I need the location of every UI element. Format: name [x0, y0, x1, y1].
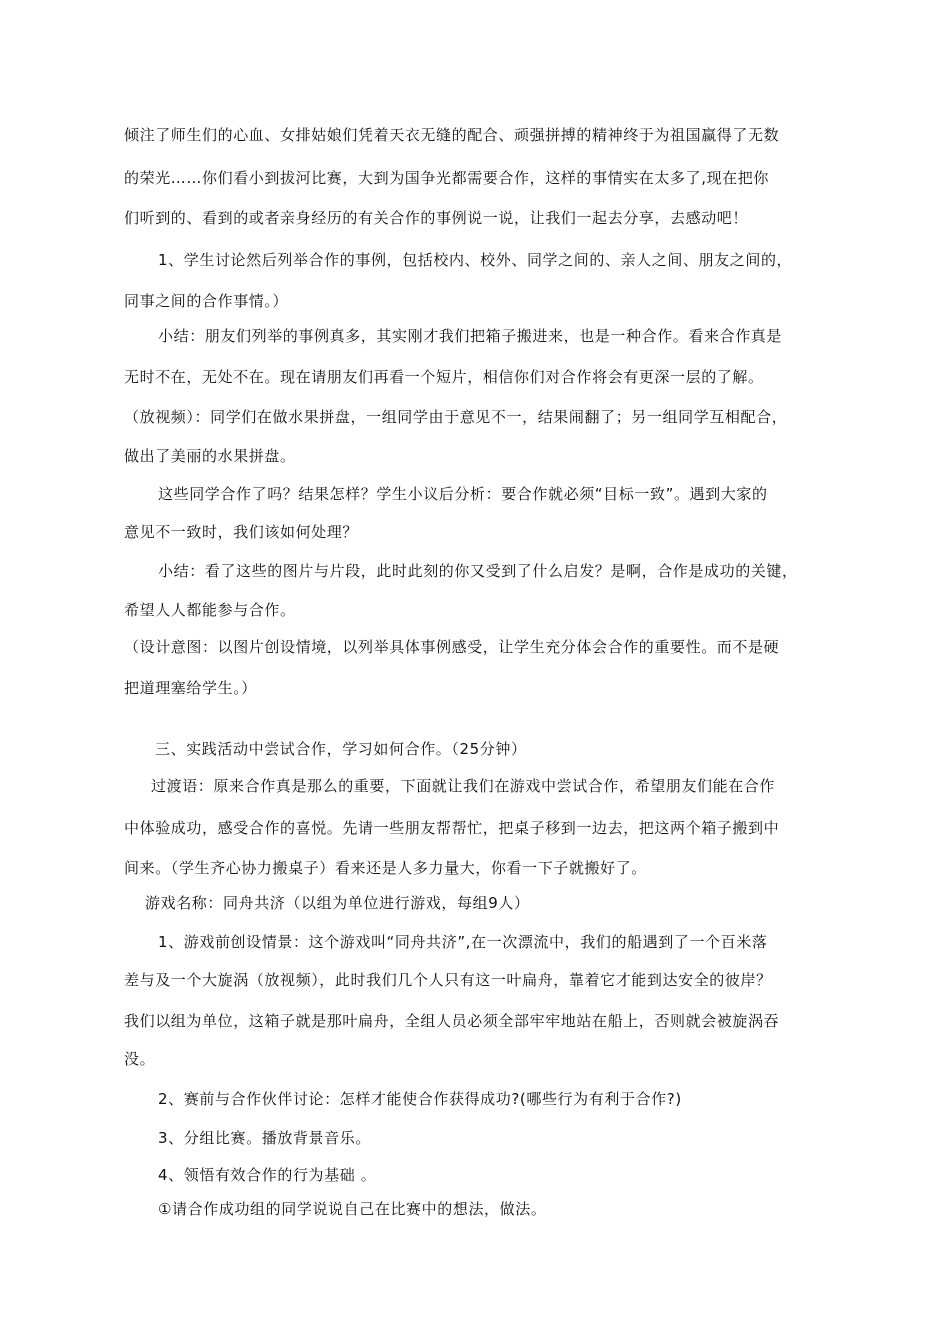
text-line: 倾注了师生们的心血、女排姑娘们凭着天衣无缝的配合、顽强拼搏的精神终于为祖国赢得了无数: [124, 126, 780, 144]
text-line: （设计意图：以图片创设情境，以列举具体事例感受，让学生充分体会合作的重要性。而不是硬: [124, 638, 780, 656]
section-heading: 三、实践活动中尝试合作，学习如何合作。（25分钟）: [155, 740, 527, 758]
text-line: ①请合作成功组的同学说说自己在比赛中的想法，做法。: [158, 1200, 547, 1218]
text-line: 差与及一个大旋涡（放视频），此时我们几个人只有这一叶扁舟，靠着它才能到达安全的彼岸？: [124, 971, 772, 989]
text-line: 希望人人都能参与合作。: [124, 601, 296, 619]
text-line: 中体验成功，感受合作的喜悦。先请一些朋友帮帮忙，把桌子移到一边去，把这两个箱子搬到中: [124, 819, 780, 837]
text-line: 没。: [124, 1050, 156, 1068]
text-line: 的荣光……你们看小到拔河比赛，大到为国争光都需要合作，这样的事情实在太多了,现在把你: [124, 169, 769, 187]
text-line: （放视频）：同学们在做水果拼盘，一组同学由于意见不一，结果闹翻了；另一组同学互相配合，: [124, 408, 788, 426]
text-line: 1、游戏前创设情景：这个游戏叫“同舟共济”,在一次漂流中，我们的船遇到了一个百米落: [158, 933, 768, 951]
text-line: 小结：朋友们列举的事例真多，其实刚才我们把箱子搬进来，也是一种合作。看来合作真是: [158, 327, 783, 345]
text-line: 1、学生讨论然后列举合作的事例，包括校内、校外、同学之间的、亲人之间、朋友之间的，: [158, 251, 793, 269]
text-line: 游戏名称：同舟共济（以组为单位进行游戏，每组9人）: [145, 894, 530, 912]
text-line: 过渡语：原来合作真是那么的重要，下面就让我们在游戏中尝试合作，希望朋友们能在合作: [151, 777, 776, 795]
text-line: 间来。（学生齐心协力搬桌子）看来还是人多力量大，你看一下子就搬好了。: [124, 859, 647, 877]
text-line: 4、领悟有效合作的行为基础 。: [158, 1166, 377, 1184]
text-line: 2、赛前与合作伙伴讨论：怎样才能使合作获得成功?(哪些行为有利于合作?): [158, 1090, 682, 1108]
text-line: 无时不在，无处不在。现在请朋友们再看一个短片，相信你们对合作将会有更深一层的了解。: [124, 368, 764, 386]
text-line: 小结：看了这些的图片与片段，此时此刻的你又受到了什么启发？是啊，合作是成功的关键，: [158, 562, 798, 580]
text-line: 这些同学合作了吗？结果怎样？学生小议后分析：要合作就必须“目标一致”。遇到大家的: [158, 485, 768, 503]
text-line: 同事之间的合作事情。）: [124, 292, 289, 310]
text-line: 做出了美丽的水果拼盘。: [124, 447, 296, 465]
text-line: 们听到的、看到的或者亲身经历的有关合作的事例说一说，让我们一起去分享，去感动吧！: [124, 209, 749, 227]
text-line: 3、分组比赛。播放背景音乐。: [158, 1129, 371, 1147]
text-line: 把道理塞给学生。）: [124, 679, 257, 697]
text-line: 意见不一致时，我们该如何处理？: [124, 523, 359, 541]
text-line: 我们以组为单位，这箱子就是那叶扁舟，全组人员必须全部牢牢地站在船上，否则就会被旋涡吞: [124, 1012, 780, 1030]
